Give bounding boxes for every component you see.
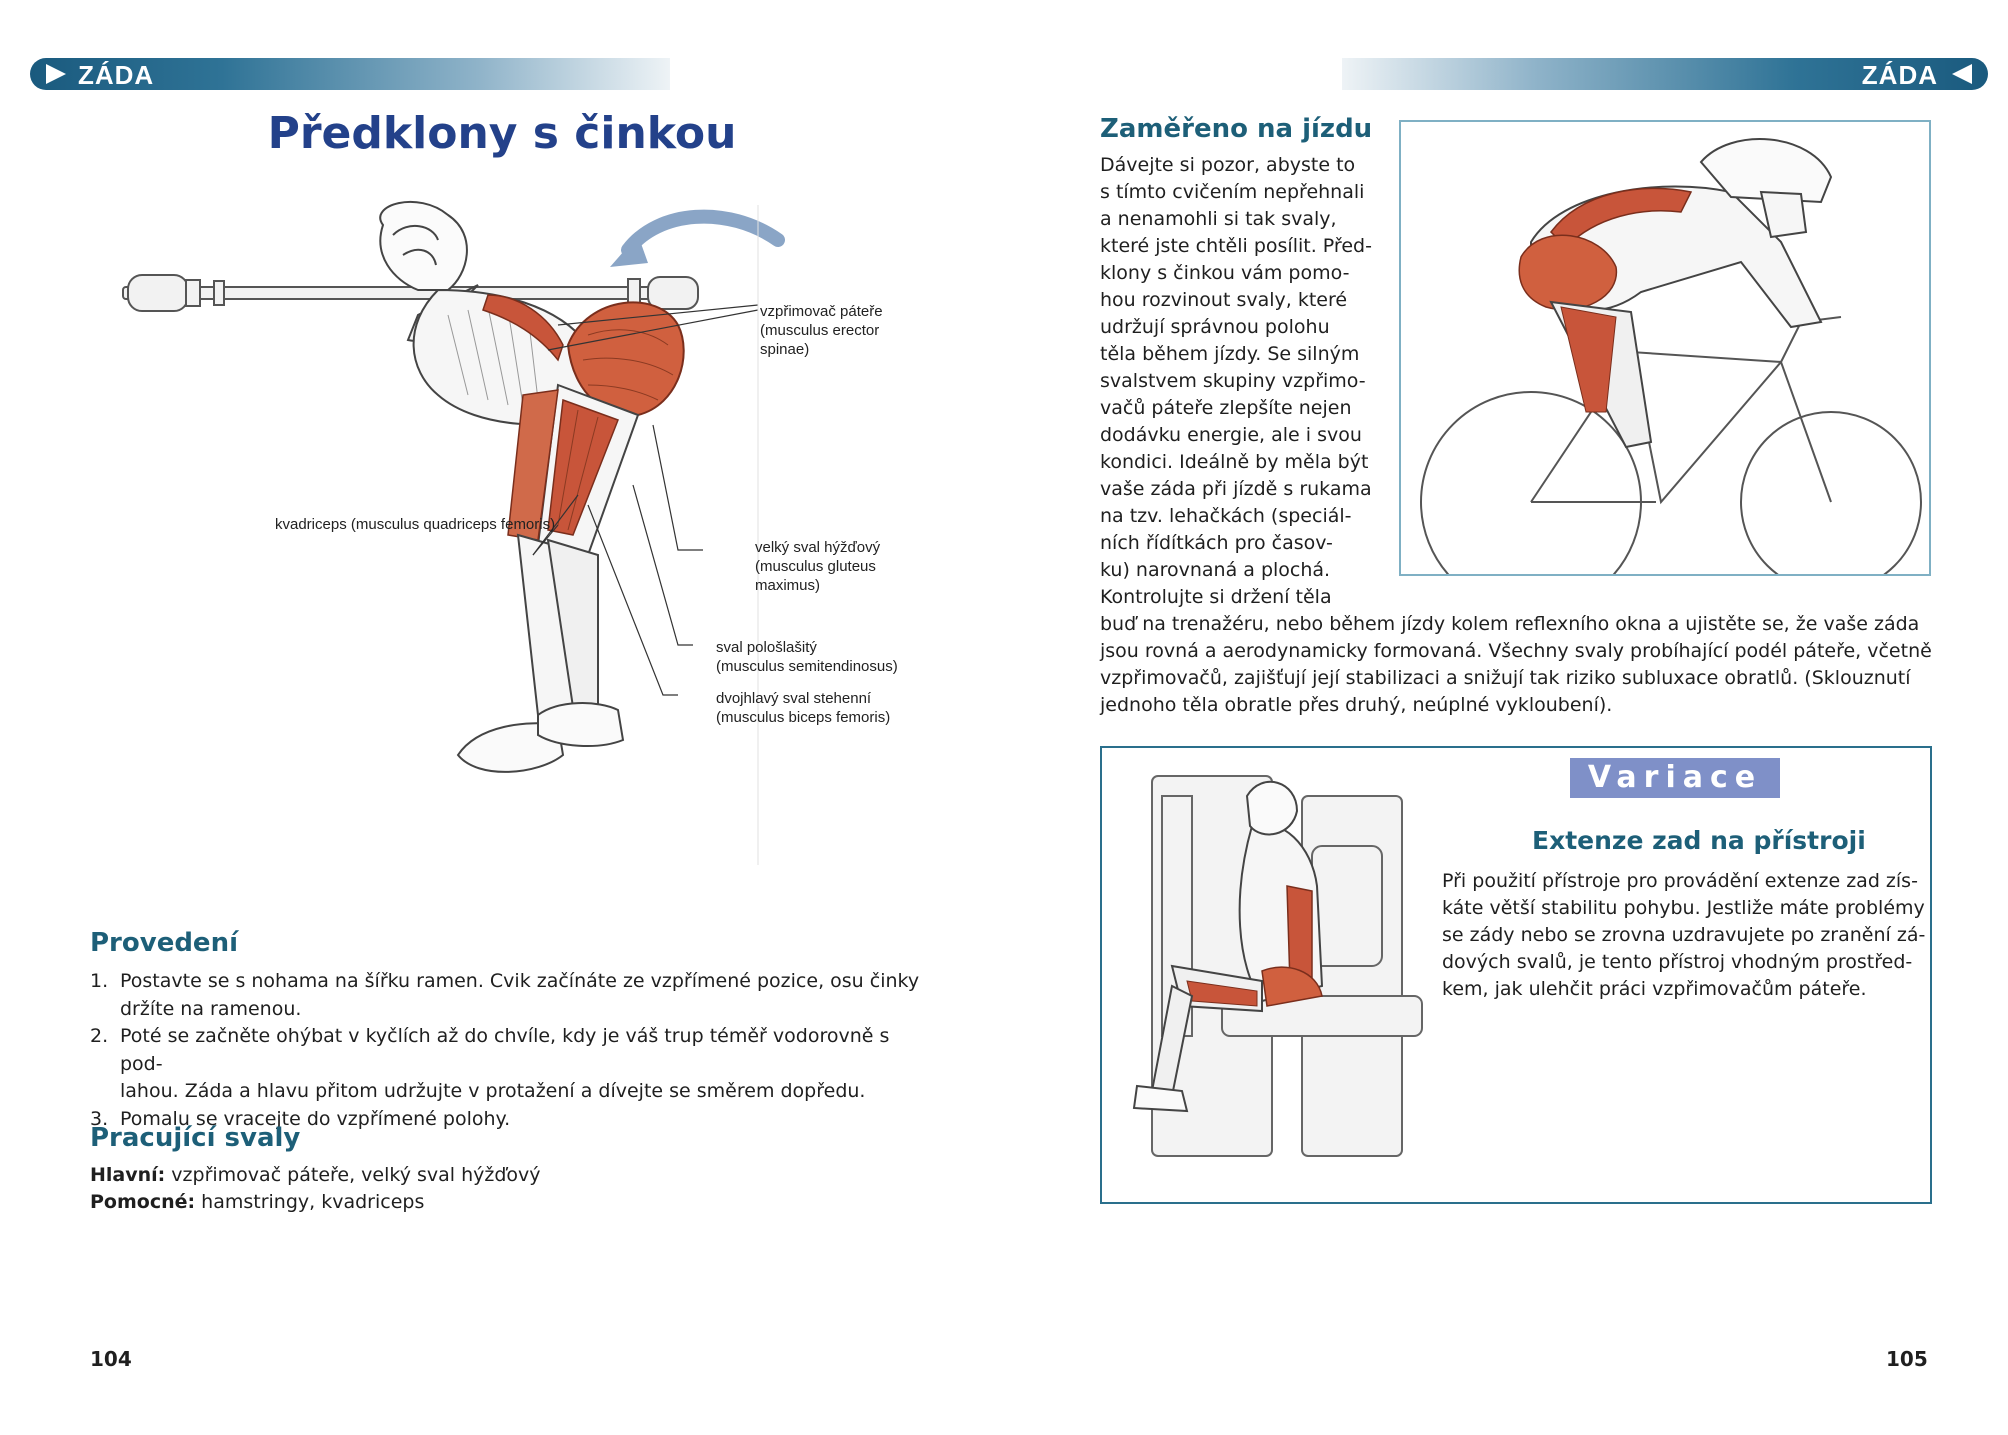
muscles-aux: [90, 1189, 424, 1216]
callout-semitendinosus: [716, 638, 898, 676]
callout-line: vzpřimovač páteře: [760, 303, 883, 320]
text-line: hou rozvinout svaly, které: [1100, 289, 1348, 311]
callout-line: maximus): [755, 577, 821, 594]
text-line: Dávejte si pozor, abyste to: [1100, 154, 1356, 176]
callout-line: (musculus biceps femoris): [716, 709, 891, 726]
step-number: 3.: [90, 1107, 109, 1130]
callout-erector-spinae: [760, 302, 883, 359]
callout-gluteus: [755, 538, 880, 595]
callout-line: kvadriceps (musculus quadriceps femoris): [275, 516, 556, 533]
procedure-heading: Provedení: [90, 928, 238, 958]
procedure-steps: [90, 968, 930, 1133]
step-line: Postavte se s nohama na šířku ramen. Cvik začínáte ze vzpřímené pozice, osu činky: [120, 970, 920, 992]
callout-line: spinae): [760, 341, 810, 358]
text-line: vaše záda při jízdě s rukama: [1100, 478, 1372, 500]
head: [1247, 782, 1297, 835]
text-line: se zády nebo se zrovna uzdravujete po zranění zá-: [1442, 924, 1926, 946]
callout-biceps-femoris: [716, 689, 890, 727]
step-line: držíte na ramenou.: [120, 997, 302, 1020]
page-number: 105: [1886, 1347, 1928, 1371]
variation-badge: Variace: [1570, 758, 1780, 798]
right-page: [1004, 0, 2008, 1435]
triangle-left-icon: [1952, 64, 1972, 84]
text-line: jednoho těla obratle přes druhý, neúplné vykloubení).: [1100, 694, 1613, 716]
text-line: s tímto cvičením nepřehnali: [1100, 181, 1365, 203]
callout-quadriceps: [275, 515, 555, 534]
text-line: vzpřimovačů, zajišťují její stabilizaci a snižují tak riziko subluxace obratlů. (Sklouznutí: [1100, 667, 1911, 689]
text-line: dových svalů, je tento přístroj vhodným prostřed-: [1442, 951, 1913, 973]
section-label: ZÁDA: [78, 60, 155, 90]
text-line: těla během jízdy. Se silným: [1100, 343, 1360, 365]
callout-line: dvojhlavý sval stehenní: [716, 690, 872, 707]
muscles-heading: Pracující svaly: [90, 1123, 301, 1153]
hamstring-muscle: [1561, 307, 1616, 412]
callout-line: (musculus gluteus: [755, 558, 876, 575]
muscles-aux-value: hamstringy, kvadriceps: [195, 1191, 425, 1213]
text-line: ních řídítkách pro časov-: [1100, 532, 1333, 554]
barbell-good-morning-illustration: [118, 195, 808, 875]
section-header-bar: [1342, 58, 1988, 90]
back-pad: [1312, 846, 1382, 966]
shoe: [538, 703, 623, 746]
shoe: [1134, 1086, 1187, 1111]
head: [380, 202, 467, 290]
text-line: Při použití přístroje pro provádění extenze zad zís-: [1442, 870, 1918, 892]
text-line: klony s činkou vám pomo-: [1100, 262, 1350, 284]
text-line: Kontrolujte si držení těla: [1100, 586, 1332, 608]
step-line: Poté se začněte ohýbat v kyčlích až do chvíle, kdy je váš trup téměř vodorovně s pod-: [120, 1025, 890, 1075]
exercise-title: Předklony s činkou: [267, 108, 737, 159]
back-extension-machine-illustration: [1112, 756, 1432, 1192]
text-line: na tzv. lehačkách (speciál-: [1100, 505, 1352, 527]
callout-line: sval pološlašitý: [716, 639, 817, 656]
variation-text: [1442, 868, 1925, 1003]
muscles-aux-label: Pomocné:: [90, 1191, 196, 1213]
section-label: ZÁDA: [1861, 60, 1938, 90]
text-line: káte větší stabilitu pohybu. Jestliže máte problémy: [1442, 897, 1925, 919]
step-number: 1.: [90, 970, 109, 992]
text-line: svalstvem skupiny vzpřimo-: [1100, 370, 1366, 392]
text-line: které jste chtěli posílit. Před-: [1100, 235, 1372, 257]
text-line: a nenamohli si tak svaly,: [1100, 208, 1337, 230]
step-item: [90, 968, 930, 1023]
muscles-main-value: vzpřimovač páteře, velký sval hýžďový: [165, 1164, 541, 1186]
step-line: Pomalu se vracejte do vzpřímené polohy.: [120, 1107, 511, 1130]
variation-heading: Extenze zad na přístroji: [1532, 826, 1866, 855]
callout-line: velký sval hýžďový: [755, 539, 881, 556]
muscles-main: [90, 1162, 541, 1189]
step-number: 2.: [90, 1025, 109, 1047]
text-line: udržují správnou polohu: [1100, 316, 1330, 338]
cyclist-illustration: [1399, 120, 1931, 576]
text-line: ku) narovnaná a plochá.: [1100, 559, 1331, 581]
variation-box: [1100, 746, 1932, 1204]
text-line: kem, jak ulehčit práci vzpřimovačům páteře.: [1442, 978, 1867, 1000]
page-number: 104: [90, 1347, 132, 1371]
text-line: vačů páteře zlepšíte nejen: [1100, 397, 1352, 419]
triangle-right-icon: [46, 64, 66, 84]
bike-frame: [1531, 352, 1831, 502]
bike-wheel: [1741, 412, 1921, 576]
step-item: [90, 1023, 930, 1106]
muscles-main-label: Hlavní:: [90, 1164, 166, 1186]
text-line: kondici. Ideálně by měla být: [1100, 451, 1369, 473]
section-header-bar: [30, 58, 670, 90]
callout-line: (musculus semitendinosus): [716, 658, 898, 675]
text-line: dodávku energie, ale i svou: [1100, 424, 1362, 446]
bike-wheel: [1421, 392, 1641, 576]
focus-heading: Zaměřeno na jízdu: [1100, 114, 1373, 144]
rotation-arrow-icon: [628, 217, 778, 250]
text-line: buď na trenažéru, nebo během jízdy kolem reflexního okna a ujistěte se, že vaše záda: [1100, 613, 1920, 635]
text-line: jsou rovná a aerodynamicky formovaná. Všechny svaly probíhající podél páteře, včetně: [1100, 640, 1932, 662]
step-line: lahou. Záda a hlavu přitom udržujte v protažení a dívejte se směrem dopředu.: [120, 1080, 866, 1102]
callout-line: (musculus erector: [760, 322, 880, 339]
